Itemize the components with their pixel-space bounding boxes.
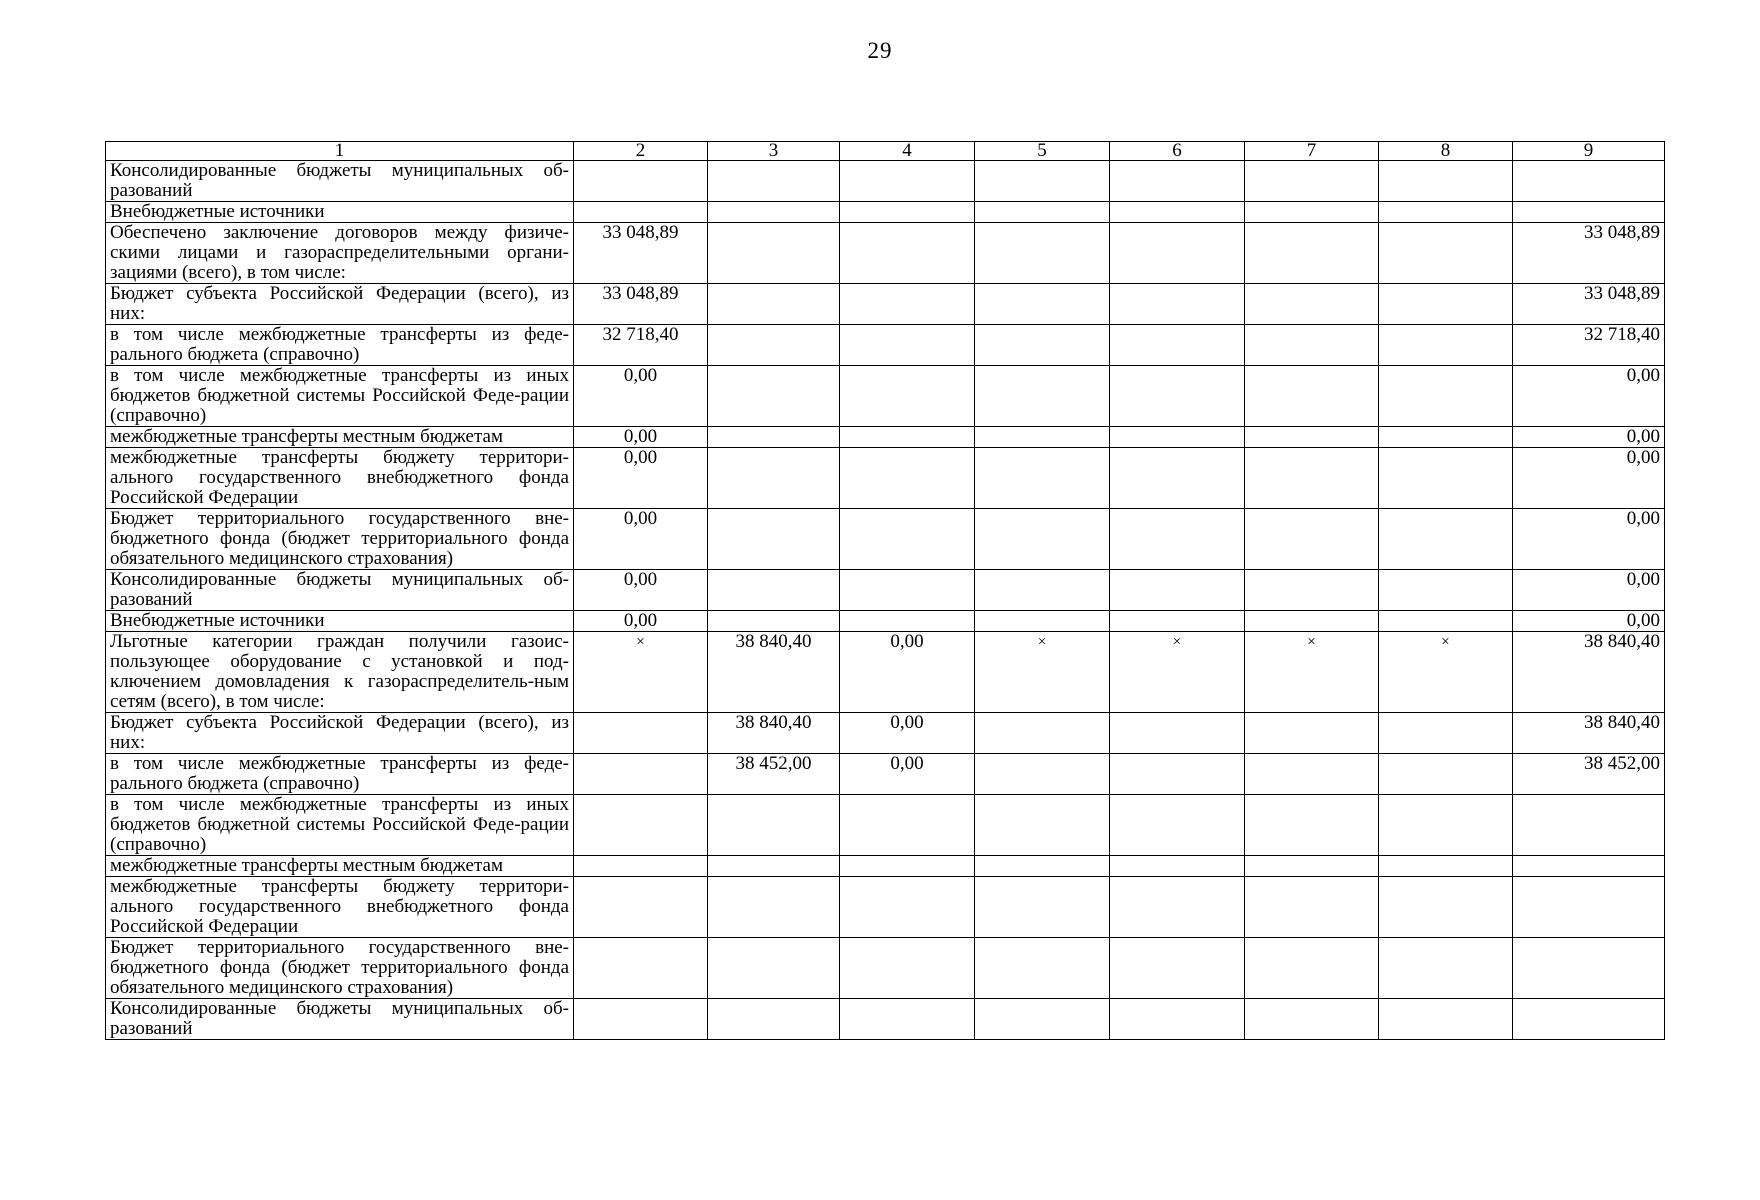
table-row bbox=[106, 754, 1665, 795]
value-cell-col-4 bbox=[840, 795, 975, 856]
value-cell-col-5 bbox=[975, 284, 1110, 325]
value-cell-col-9: 0,00 bbox=[1513, 427, 1665, 448]
value-cell-col-6 bbox=[1110, 509, 1245, 570]
row-label: Консолидированные бюджеты муниципальных об-разований bbox=[106, 999, 574, 1040]
value-cell-col-9: 38 452,00 bbox=[1513, 754, 1665, 795]
value-cell-col-7 bbox=[1245, 611, 1379, 632]
row-label: в том числе межбюджетные трансферты из феде-рального бюджета (справочно) bbox=[106, 325, 574, 366]
value-cell-col-3: 38 840,40 bbox=[708, 713, 840, 754]
value-cell-col-9: 0,00 bbox=[1513, 611, 1665, 632]
value-cell-col-9: 33 048,89 bbox=[1513, 223, 1665, 284]
column-number: 5 bbox=[975, 142, 1110, 161]
value-cell-col-4: 0,00 bbox=[840, 713, 975, 754]
value-cell-col-3 bbox=[708, 938, 840, 999]
value-cell-col-7 bbox=[1245, 223, 1379, 284]
value-cell-col-5 bbox=[975, 161, 1110, 202]
value-cell-col-3 bbox=[708, 161, 840, 202]
table-row bbox=[106, 938, 1665, 999]
value-cell-col-3 bbox=[708, 448, 840, 509]
value-cell-col-4 bbox=[840, 284, 975, 325]
value-cell-col-3 bbox=[708, 427, 840, 448]
value-cell-col-5 bbox=[975, 877, 1110, 938]
value-cell-col-8 bbox=[1379, 999, 1513, 1040]
value-cell-col-2: 0,00 bbox=[574, 570, 708, 611]
value-cell-col-4 bbox=[840, 223, 975, 284]
column-number: 3 bbox=[708, 142, 840, 161]
column-number: 9 bbox=[1513, 142, 1665, 161]
value-cell-col-4: 0,00 bbox=[840, 632, 975, 713]
value-cell-col-6 bbox=[1110, 795, 1245, 856]
value-cell-col-5: × bbox=[975, 632, 1110, 713]
value-cell-col-9 bbox=[1513, 938, 1665, 999]
value-cell-col-3 bbox=[708, 611, 840, 632]
value-cell-col-9 bbox=[1513, 161, 1665, 202]
value-cell-col-9: 0,00 bbox=[1513, 366, 1665, 427]
value-cell-col-5 bbox=[975, 713, 1110, 754]
value-cell-col-7 bbox=[1245, 427, 1379, 448]
row-label: Бюджет территориального государственного вне-бюджетного фонда (бюджет территориального фонда обязательного медицинского страхования) bbox=[106, 938, 574, 999]
table-row bbox=[106, 856, 1665, 877]
value-cell-col-6 bbox=[1110, 877, 1245, 938]
value-cell-col-6 bbox=[1110, 570, 1245, 611]
value-cell-col-3 bbox=[708, 325, 840, 366]
table-row bbox=[106, 202, 1665, 223]
value-cell-col-9: 0,00 bbox=[1513, 570, 1665, 611]
value-cell-col-4 bbox=[840, 427, 975, 448]
value-cell-col-6 bbox=[1110, 161, 1245, 202]
page-number: 29 bbox=[867, 38, 893, 63]
value-cell-col-4 bbox=[840, 325, 975, 366]
value-cell-col-7 bbox=[1245, 877, 1379, 938]
value-cell-col-7 bbox=[1245, 999, 1379, 1040]
table-row bbox=[106, 223, 1665, 284]
value-cell-col-7 bbox=[1245, 795, 1379, 856]
value-cell-col-4 bbox=[840, 877, 975, 938]
value-cell-col-4 bbox=[840, 366, 975, 427]
table-row bbox=[106, 713, 1665, 754]
column-number-row bbox=[106, 142, 1665, 161]
value-cell-col-5 bbox=[975, 448, 1110, 509]
value-cell-col-7 bbox=[1245, 202, 1379, 223]
value-cell-col-8 bbox=[1379, 223, 1513, 284]
value-cell-col-9: 38 840,40 bbox=[1513, 713, 1665, 754]
value-cell-col-2 bbox=[574, 161, 708, 202]
value-cell-col-5 bbox=[975, 202, 1110, 223]
value-cell-col-5 bbox=[975, 570, 1110, 611]
value-cell-col-3 bbox=[708, 795, 840, 856]
value-cell-col-2: 0,00 bbox=[574, 509, 708, 570]
value-cell-col-8 bbox=[1379, 938, 1513, 999]
row-label: в том числе межбюджетные трансферты из иных бюджетов бюджетной системы Российской Феде-рации (справочно) bbox=[106, 795, 574, 856]
column-number: 1 bbox=[106, 142, 574, 161]
value-cell-col-4 bbox=[840, 161, 975, 202]
value-cell-col-3 bbox=[708, 366, 840, 427]
value-cell-col-7 bbox=[1245, 325, 1379, 366]
value-cell-col-5 bbox=[975, 999, 1110, 1040]
value-cell-col-2 bbox=[574, 999, 708, 1040]
value-cell-col-6 bbox=[1110, 427, 1245, 448]
value-cell-col-7 bbox=[1245, 448, 1379, 509]
value-cell-col-8 bbox=[1379, 856, 1513, 877]
value-cell-col-8 bbox=[1379, 877, 1513, 938]
row-label: межбюджетные трансферты местным бюджетам bbox=[106, 427, 574, 448]
table-row bbox=[106, 161, 1665, 202]
value-cell-col-4 bbox=[840, 448, 975, 509]
value-cell-col-8 bbox=[1379, 611, 1513, 632]
value-cell-col-4 bbox=[840, 938, 975, 999]
value-cell-col-4 bbox=[840, 202, 975, 223]
value-cell-col-2 bbox=[574, 938, 708, 999]
value-cell-col-3 bbox=[708, 999, 840, 1040]
value-cell-col-9: 0,00 bbox=[1513, 509, 1665, 570]
value-cell-col-9 bbox=[1513, 999, 1665, 1040]
row-label: Бюджет субъекта Российской Федерации (всего), из них: bbox=[106, 284, 574, 325]
value-cell-col-8 bbox=[1379, 509, 1513, 570]
value-cell-col-5 bbox=[975, 509, 1110, 570]
column-number: 8 bbox=[1379, 142, 1513, 161]
value-cell-col-9 bbox=[1513, 795, 1665, 856]
value-cell-col-5 bbox=[975, 938, 1110, 999]
table-row bbox=[106, 509, 1665, 570]
row-label: межбюджетные трансферты бюджету территори-ального государственного внебюджетного фонда Российской Федерации bbox=[106, 877, 574, 938]
value-cell-col-7 bbox=[1245, 856, 1379, 877]
row-label: Внебюджетные источники bbox=[106, 611, 574, 632]
value-cell-col-6 bbox=[1110, 366, 1245, 427]
value-cell-col-5 bbox=[975, 611, 1110, 632]
row-label: Консолидированные бюджеты муниципальных об-разований bbox=[106, 161, 574, 202]
value-cell-col-5 bbox=[975, 795, 1110, 856]
value-cell-col-5 bbox=[975, 325, 1110, 366]
value-cell-col-3 bbox=[708, 856, 840, 877]
value-cell-col-8 bbox=[1379, 202, 1513, 223]
table-row bbox=[106, 366, 1665, 427]
value-cell-col-2: 33 048,89 bbox=[574, 284, 708, 325]
value-cell-col-8 bbox=[1379, 161, 1513, 202]
table-row bbox=[106, 632, 1665, 713]
value-cell-col-9 bbox=[1513, 202, 1665, 223]
table-row bbox=[106, 570, 1665, 611]
value-cell-col-6 bbox=[1110, 754, 1245, 795]
value-cell-col-2 bbox=[574, 713, 708, 754]
value-cell-col-4 bbox=[840, 999, 975, 1040]
column-number: 6 bbox=[1110, 142, 1245, 161]
value-cell-col-7 bbox=[1245, 509, 1379, 570]
value-cell-col-9: 38 840,40 bbox=[1513, 632, 1665, 713]
value-cell-col-5 bbox=[975, 856, 1110, 877]
row-label: Внебюджетные источники bbox=[106, 202, 574, 223]
row-label: в том числе межбюджетные трансферты из феде-рального бюджета (справочно) bbox=[106, 754, 574, 795]
value-cell-col-7 bbox=[1245, 366, 1379, 427]
value-cell-col-3 bbox=[708, 877, 840, 938]
value-cell-col-8 bbox=[1379, 713, 1513, 754]
value-cell-col-7 bbox=[1245, 938, 1379, 999]
table-row bbox=[106, 448, 1665, 509]
value-cell-col-6: × bbox=[1110, 632, 1245, 713]
value-cell-col-6 bbox=[1110, 448, 1245, 509]
value-cell-col-7 bbox=[1245, 570, 1379, 611]
value-cell-col-4 bbox=[840, 570, 975, 611]
value-cell-col-7 bbox=[1245, 754, 1379, 795]
row-label: в том числе межбюджетные трансферты из иных бюджетов бюджетной системы Российской Феде-рации (справочно) bbox=[106, 366, 574, 427]
column-number: 2 bbox=[574, 142, 708, 161]
value-cell-col-7 bbox=[1245, 161, 1379, 202]
value-cell-col-3 bbox=[708, 570, 840, 611]
value-cell-col-4: 0,00 bbox=[840, 754, 975, 795]
value-cell-col-3 bbox=[708, 223, 840, 284]
value-cell-col-8 bbox=[1379, 427, 1513, 448]
row-label: Обеспечено заключение договоров между физиче-скими лицами и газораспределительными органи-зациями (всего), в том числе: bbox=[106, 223, 574, 284]
column-number: 7 bbox=[1245, 142, 1379, 161]
row-label: Консолидированные бюджеты муниципальных об-разований bbox=[106, 570, 574, 611]
table-row bbox=[106, 611, 1665, 632]
value-cell-col-2 bbox=[574, 754, 708, 795]
value-cell-col-9: 33 048,89 bbox=[1513, 284, 1665, 325]
value-cell-col-2 bbox=[574, 795, 708, 856]
row-label: межбюджетные трансферты бюджету территори-ального государственного внебюджетного фонда Российской Федерации bbox=[106, 448, 574, 509]
value-cell-col-2: × bbox=[574, 632, 708, 713]
table-row bbox=[106, 284, 1665, 325]
row-label: Бюджет субъекта Российской Федерации (всего), из них: bbox=[106, 713, 574, 754]
value-cell-col-6 bbox=[1110, 856, 1245, 877]
budget-table bbox=[105, 141, 1665, 1040]
value-cell-col-2 bbox=[574, 202, 708, 223]
row-label: Бюджет территориального государственного вне-бюджетного фонда (бюджет территориального фонда обязательного медицинского страхования) bbox=[106, 509, 574, 570]
value-cell-col-6 bbox=[1110, 999, 1245, 1040]
value-cell-col-4 bbox=[840, 611, 975, 632]
column-number: 4 bbox=[840, 142, 975, 161]
value-cell-col-6 bbox=[1110, 938, 1245, 999]
row-label: межбюджетные трансферты местным бюджетам bbox=[106, 856, 574, 877]
value-cell-col-6 bbox=[1110, 284, 1245, 325]
value-cell-col-8 bbox=[1379, 570, 1513, 611]
value-cell-col-6 bbox=[1110, 325, 1245, 366]
value-cell-col-3: 38 840,40 bbox=[708, 632, 840, 713]
value-cell-col-8 bbox=[1379, 448, 1513, 509]
table-row bbox=[106, 999, 1665, 1040]
table-row bbox=[106, 795, 1665, 856]
value-cell-col-6 bbox=[1110, 611, 1245, 632]
table-row bbox=[106, 877, 1665, 938]
value-cell-col-2 bbox=[574, 877, 708, 938]
value-cell-col-4 bbox=[840, 509, 975, 570]
value-cell-col-3 bbox=[708, 202, 840, 223]
value-cell-col-8 bbox=[1379, 366, 1513, 427]
value-cell-col-3: 38 452,00 bbox=[708, 754, 840, 795]
value-cell-col-2: 0,00 bbox=[574, 611, 708, 632]
value-cell-col-2: 0,00 bbox=[574, 366, 708, 427]
value-cell-col-3 bbox=[708, 284, 840, 325]
value-cell-col-5 bbox=[975, 223, 1110, 284]
value-cell-col-8: × bbox=[1379, 632, 1513, 713]
value-cell-col-5 bbox=[975, 427, 1110, 448]
value-cell-col-8 bbox=[1379, 795, 1513, 856]
table-row bbox=[106, 427, 1665, 448]
row-label: Льготные категории граждан получили газоис-пользующее оборудование с установкой и под-ключением домовладения к газораспределитель-ным сетям (всего), в том числе: bbox=[106, 632, 574, 713]
value-cell-col-2: 32 718,40 bbox=[574, 325, 708, 366]
value-cell-col-3 bbox=[708, 509, 840, 570]
value-cell-col-6 bbox=[1110, 202, 1245, 223]
value-cell-col-5 bbox=[975, 754, 1110, 795]
value-cell-col-2: 0,00 bbox=[574, 448, 708, 509]
value-cell-col-9: 0,00 bbox=[1513, 448, 1665, 509]
value-cell-col-9: 32 718,40 bbox=[1513, 325, 1665, 366]
value-cell-col-7: × bbox=[1245, 632, 1379, 713]
value-cell-col-8 bbox=[1379, 754, 1513, 795]
value-cell-col-2: 33 048,89 bbox=[574, 223, 708, 284]
value-cell-col-2 bbox=[574, 856, 708, 877]
value-cell-col-9 bbox=[1513, 856, 1665, 877]
value-cell-col-8 bbox=[1379, 284, 1513, 325]
value-cell-col-7 bbox=[1245, 713, 1379, 754]
table-row bbox=[106, 325, 1665, 366]
value-cell-col-6 bbox=[1110, 713, 1245, 754]
value-cell-col-7 bbox=[1245, 284, 1379, 325]
value-cell-col-5 bbox=[975, 366, 1110, 427]
value-cell-col-4 bbox=[840, 856, 975, 877]
value-cell-col-8 bbox=[1379, 325, 1513, 366]
value-cell-col-6 bbox=[1110, 223, 1245, 284]
value-cell-col-9 bbox=[1513, 877, 1665, 938]
value-cell-col-2: 0,00 bbox=[574, 427, 708, 448]
